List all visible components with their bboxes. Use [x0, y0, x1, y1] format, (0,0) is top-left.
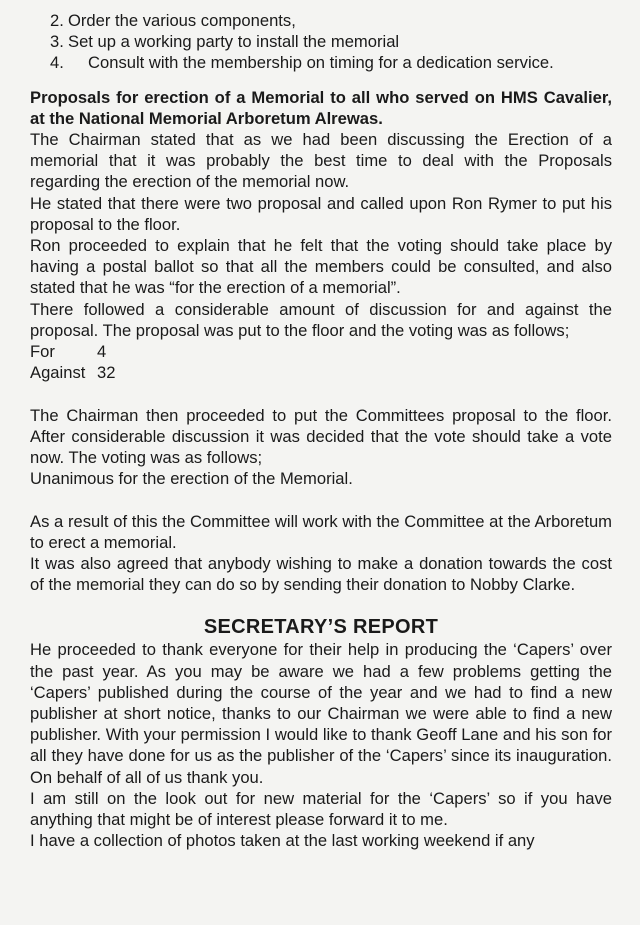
- list-item: [30, 31, 612, 52]
- list-item-number: 3.: [50, 32, 64, 52]
- paragraph: It was also agreed that anybody wishing to make a donation towards the cost of the memorial they can do so by sending their donation to Nobby Clarke.: [30, 554, 612, 595]
- paragraph: Unanimous for the erection of the Memorial.: [30, 469, 353, 489]
- paragraph: The Chairman then proceeded to put the Committees proposal to the floor. After considerable discussion it was decided that the vote should take a vote now. The voting was as follows;: [30, 405, 612, 467]
- document-page: [30, 10, 612, 851]
- vote-for-row: [30, 341, 612, 362]
- section-title: SECRETARY’S REPORT: [203, 616, 439, 639]
- paragraph: The Chairman stated that as we had been discussing the Erection of a memorial that it was probably the best time to deal with the Proposals regarding the erection of the memorial now.: [30, 129, 612, 192]
- list-item-text: Consult with the membership on timing for a dedication service.: [88, 53, 554, 73]
- spacer: [30, 383, 612, 404]
- list-item-number: 2.: [50, 11, 64, 30]
- proposals-section: [30, 87, 612, 596]
- paragraph: Ron proceeded to explain that he felt that the voting should take place by having a postal ballot so that all the members could be consulted, and also stated that he was “for the erection of a memorial”.: [30, 235, 612, 298]
- paragraph: He stated that there were two proposal and called upon Ron Rymer to put his proposal to the floor.: [30, 193, 612, 234]
- list-item-number: 4.: [50, 53, 64, 73]
- vote-against-value: 32: [97, 363, 116, 383]
- spacer: [30, 489, 612, 510]
- secretary-section: [30, 615, 612, 851]
- paragraph: As a result of this the Committee will work with the Committee at the Arboretum to erect a memorial.: [30, 511, 612, 552]
- paragraph: There followed a considerable amount of discussion for and against the proposal. The proposal was put to the floor and the voting was as follows;: [30, 299, 612, 340]
- paragraph: I have a collection of photos taken at the last working weekend if any: [30, 831, 535, 851]
- list-item-text: Order the various components,: [68, 11, 296, 30]
- vote-for-label: For: [30, 342, 55, 361]
- proposals-heading: Proposals for erection of a Memorial to all who served on HMS Cavalier, at the National Memorial Arboretum Alrewas.: [30, 87, 612, 128]
- list-item: [30, 10, 612, 31]
- paragraph: I am still on the look out for new material for the ‘Capers’ so if you have anything that might be of interest please forward it to me.: [30, 788, 612, 830]
- list-item-text: Set up a working party to install the memorial: [68, 32, 400, 52]
- vote-against-row: [30, 362, 612, 383]
- list-item: [30, 52, 612, 73]
- paragraph: He proceeded to thank everyone for their help in producing the ‘Capers’ over the past year. As you may be aware we had a few problems getting the ‘Capers’ published during the course of the year and we had to find a new publisher at short notice, thanks to our Chairman we were able to find a new publisher. With your permission I would like to thank Geoff Lane and his son for all they have done for us as the publisher of the ‘Capers’ since its inauguration. On behalf of all of us thank you.: [30, 640, 612, 787]
- numbered-list: [30, 10, 612, 74]
- vote-against-label: Against: [30, 363, 86, 383]
- vote-for-value: 4: [97, 342, 107, 361]
